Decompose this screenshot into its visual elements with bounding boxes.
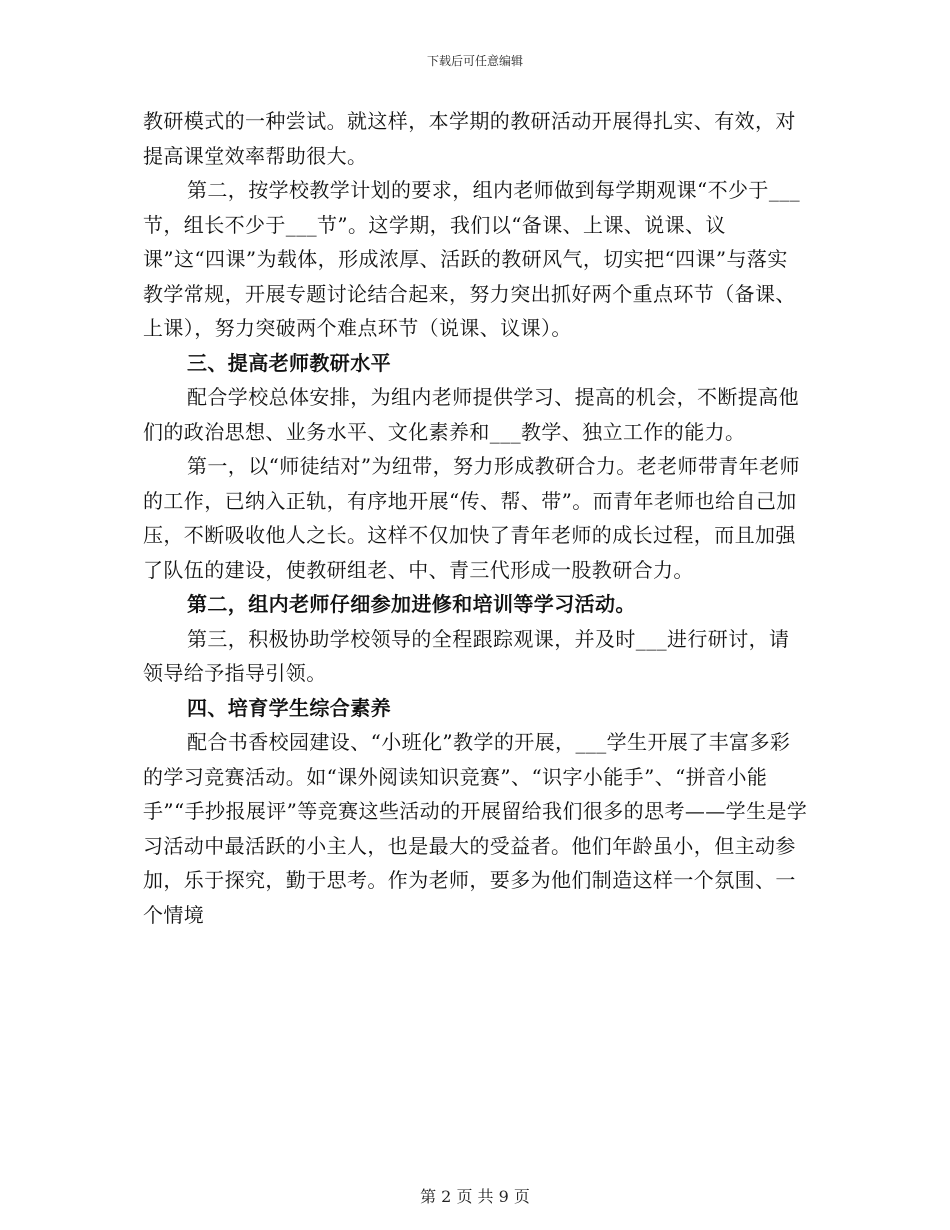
paragraph-observation-requirement: 第二，按学校教学计划的要求，组内老师做到每学期观课“不少于___节，组长不少于___节”。这学期，我们以“备课、上课、说课、议课”这“四课”为载体，形成浓厚、活跃的教研风气，切实把“四课”与落实教学常规，开展专题讨论结合起来，努力突出抓好两个重点环节（备课、上课），努力突破两个难点环节（说课、议课）。 (143, 178, 801, 340)
paragraph-training-opportunities: 配合学校总体安排，为组内老师提供学习、提高的机会，不断提高他们的政治思想、业务水平、文化素养和___教学、独立工作的能力。 (143, 385, 799, 444)
paragraph-mentorship: 第一，以“师徒结对”为纽带，努力形成教研合力。老老师带青年老师的工作，已纳入正轨，有序地开展“传、帮、带”。而青年老师也给自己加压，不断吸收他人之长。这样不仅加快了青年老师的成长过程，而且加强了队伍的建设，使教研组老、中、青三代形成一股教研合力。 (143, 454, 800, 582)
paragraph-student-activities: 配合书香校园建设、“小班化”教学的开展，___学生开展了丰富多彩的学习竞赛活动。如“课外阅读知识竞赛”、“识字小能手”、“拼音小能手”“手抄报展评”等竞赛这些活动的开展留给我们很多的思考——学生是学习活动中最活跃的小主人，也是最大的受益者。他们年龄虽小，但主动参加，乐于探究，勤于思考。作为老师，要多为他们制造这样一个氛围、一个情境 (143, 730, 808, 927)
page-header: 下载后可任意编辑 (426, 54, 523, 68)
section-heading-student-literacy: 四、培育学生综合素养 (187, 695, 391, 720)
page-footer: 第 2 页 共 9 页 (420, 1187, 530, 1206)
paragraph-bold-training: 第二，组内老师仔细参加进修和培训等学习活动。 (187, 592, 636, 616)
section-heading-teacher-research: 三、提高老师教研水平 (187, 350, 391, 375)
document-body (143, 104, 808, 932)
paragraph-leadership-observation: 第三，积极协助学校领导的全程跟踪观课，并及时___进行研讨，请领导给予指导引领。 (143, 626, 790, 685)
paragraph-continued: 教研模式的一种尝试。就这样，本学期的教研活动开展得扎实、有效，对提高课堂效率帮助很大。 (143, 109, 796, 168)
